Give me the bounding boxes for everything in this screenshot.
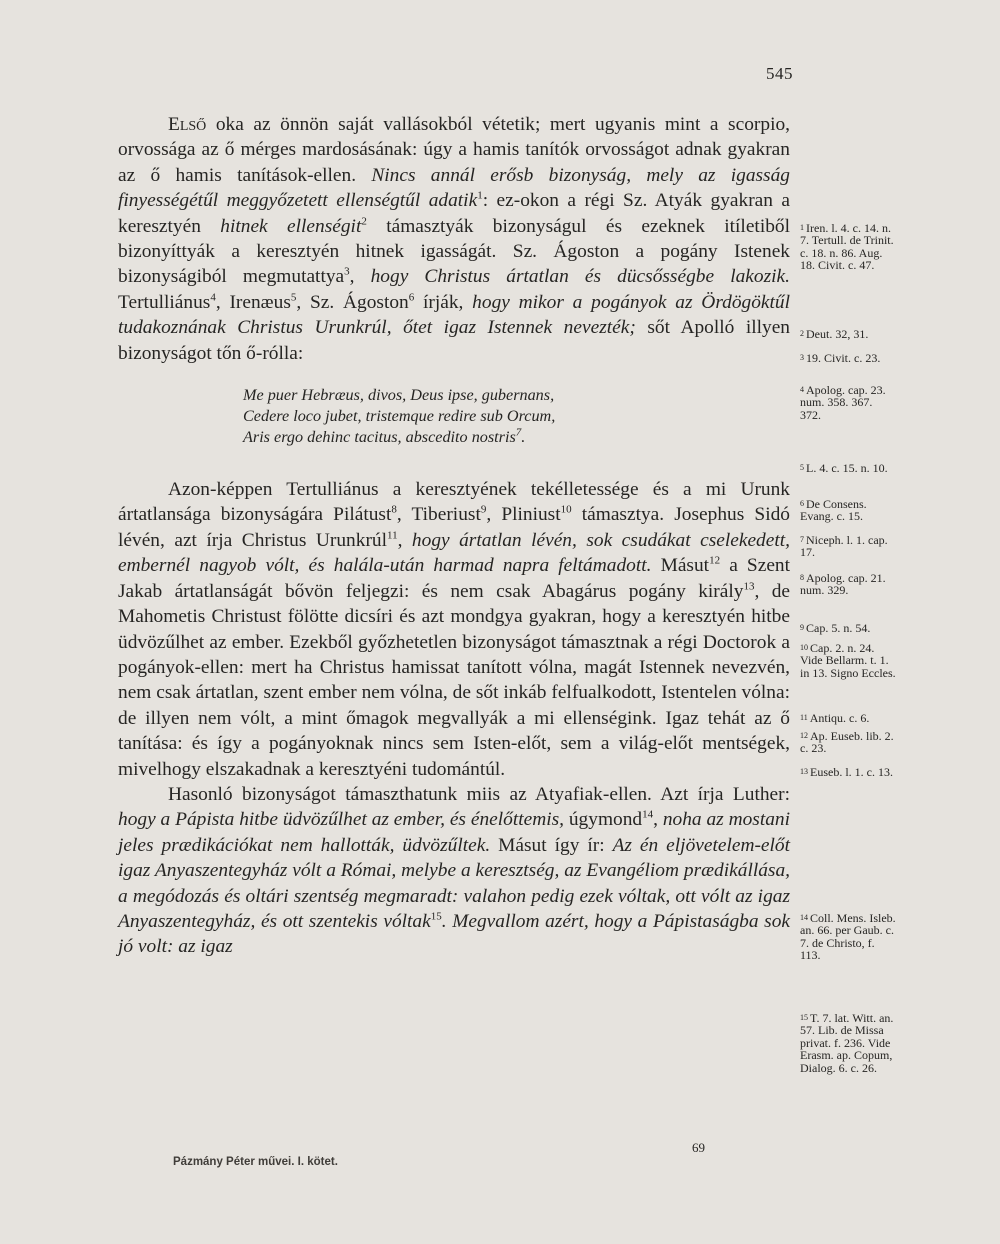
text-run: Tertulliánus [118,291,211,313]
note-text: Cap. 5. n. 54. [806,621,871,635]
italic-run: hogy a Pápista hitbe üdvözűlhet az ember, és énelőttemis, [118,809,564,831]
text-run: , Tiberiust [396,504,481,526]
marginal-note [800,1012,896,1074]
note-text: Coll. Mens. Isleb. an. 66. per Gaub. c. 7. de Christo, f. 113. [800,911,896,963]
text-run: , Sz. Ágoston [296,291,409,313]
paragraph [118,782,790,960]
footnote-ref: 9 [480,504,487,516]
footnote-ref: 4 [210,291,216,304]
paragraph [118,477,790,782]
note-number: 13 [800,767,808,776]
note-text: Ap. Euseb. lib. 2. c. 23. [800,729,894,756]
footnote-ref: 14 [642,808,654,821]
footnote-ref: 10 [560,504,572,516]
footnote-ref: 11 [386,529,398,542]
note-text: Iren. l. 4. c. 14. n. 7. Tertull. de Trinit. c. 18. n. 86. Aug. 18. Civit. c. 47. [800,221,894,273]
text-run: , [397,529,412,551]
note-number: 10 [800,643,808,652]
marginal-note [800,622,896,634]
page-number: 545 [766,64,793,83]
text-run: úgymond [564,809,643,831]
note-text: Apolog. cap. 21. num. 329. [800,571,886,598]
italic-run: hitnek ellenségit [220,215,362,237]
marginal-note [800,498,896,523]
note-text: L. 4. c. 15. n. 10. [806,461,888,475]
marginal-note [800,222,896,272]
marginal-note [800,572,896,597]
text-run: , de Mahometis Christust fölötte dicsíri és azt mondgya gyakran, hogy a keresztyén hitbe üdvözűlhet az ember. Ezekből győzhetetlen bizonyságot támasztnak a régi Doctorok a pogányok-ellen: mert ha Christus hamissat tanított vólna, magát Istennek nevezvén, nem csak ártatlan, szent ember nem vólna, de sőt inkáb felfualkodott, Istentelen vólna: de illyen nem vólt, a mint őmagok megvallyák a mi ellenségink. Igaz tehát az ő tanítása: és így a pogányoknak nincs sem Isten-előt, sem a világ-előt mentségek, mivelhogy elszakadnak a keresztyéni tudomántúl. [118,580,791,780]
marginal-note [800,352,896,364]
footnote-ref: 2 [361,215,367,228]
footnote-ref: 7 [515,426,522,439]
footnote-ref: 13 [743,580,755,593]
footnote-ref: 8 [391,504,397,516]
verse-line: Cedere loco jubet, tristemque redire sub Orcum, [243,407,556,426]
marginal-note [800,462,896,474]
text-run: . [521,428,526,447]
note-text: Cap. 2. n. 24. Vide Bellarm. t. 1. in 13. Signo Eccles. [800,641,896,680]
marginal-note [800,534,896,559]
footnote-ref: 6 [408,291,415,304]
note-number: 1 [800,223,804,232]
note-number: 11 [800,713,808,722]
footnote-ref: 3 [344,265,350,278]
text-run: támasztya. Josephus Sidó lévén, azt írja Christus Urunkrúl [118,504,790,551]
footnote-ref: 5 [290,291,297,304]
footnote-ref: 15 [430,910,442,923]
note-text: Niceph. l. 1. cap. 17. [800,533,888,560]
footnote-ref: 1 [477,189,483,202]
marginal-note [800,328,896,340]
italic-run: hogy Christus ártatlan és dücsősségbe lakozik. [370,266,790,288]
marginal-note [800,384,896,421]
text-run: , [349,266,371,288]
text-run: Azon-képpen Tertulliánus a keresztyének tekélletessége és a mi Urunk ártatlansága bizonyságára Pilátust [118,479,790,526]
text-run: írják, [414,291,473,313]
note-number: 15 [800,1013,808,1022]
italic-run: hogy ártatlan lévén, sok csudákat cselekedett, embernél nagyob vólt, és halála-után harmad napra feltámadott. [118,529,790,577]
note-text: De Consens. Evang. c. 15. [800,497,867,524]
verse-line: Me puer Hebræus, divos, Deus ipse, gubernans, [243,386,555,405]
paragraph [118,112,790,366]
italic-run: Nincs annál erősb bizonyság, mely az igasság finyességétűl meggyőzetett ellenségtűl adatik [118,164,790,212]
text-run: Hasonló bizonyságot támaszthatunk miis az Atyafiak-ellen. Azt írja Luther: [168,783,790,805]
text-run: , Pliniust [486,504,561,526]
text-run: a Szent Jakab ártatlanságát bővön feljegzi: és nem csak Abagárus pogány király [118,555,791,602]
note-text: Euseb. l. 1. c. 13. [810,765,893,779]
marginal-note [800,712,896,724]
note-number: 6 [800,499,804,508]
footnote-ref: 12 [709,554,721,567]
text-run: : ez-okon a régi Sz. Atyák gyakran a keresztyén [118,190,791,237]
text-run: oka az önnön saját vallásokból vétetik; mert ugyanis mint a scorpio, orvossága az ő mérges mardosásának: úgy a hamis tanítók orvosságot adnak gyakran az ő hamis tanítások-ellen. [118,114,790,186]
marginal-note [800,766,896,778]
note-number: 4 [800,385,804,394]
note-number: 7 [800,535,804,544]
main-text-column [118,112,790,960]
marginal-note [800,730,896,755]
initial-word: Első [168,114,207,135]
note-number: 9 [800,623,804,632]
note-number: 3 [800,353,804,362]
text-run: sőt Apolló illyen bizonyságot tőn ő-rólla: [118,317,790,364]
text-run: Másut [651,555,710,577]
verse-line [243,427,790,448]
text-run: Másut így ír: [490,834,613,856]
note-text: Deut. 32, 31. [806,327,869,341]
italic-run: noha az mostani jeles prædikációkat nem hallották, üdvözűltek. [118,809,790,856]
text-run: Aris ergo dehinc tacitus, abscedito nostris [243,428,516,447]
note-number: 8 [800,573,804,582]
italic-run: . Megvallom azért, hogy a Pápistaságba sok jó volt: az igaz [118,910,791,958]
text-run: támasztyák bizonyságul és ezeknek itíletiből bizonyíttyák a keresztyén hitnek igasságát. Sz. Ágoston a pogány Istenek bizonyságiból megmutattya [118,215,790,288]
marginal-note [800,912,896,962]
marginal-note [800,642,896,679]
text-run: , [653,809,663,831]
text-run: , Irenæus [215,291,291,313]
note-number: 2 [800,329,804,338]
note-text: Antiqu. c. 6. [809,711,870,725]
note-text: T. 7. lat. Witt. an. 57. Lib. de Missa privat. f. 236. Vide Erasm. ap. Copum, Dialog. 6. c. 26. [800,1011,894,1075]
italic-run: Az én eljövetelem-előt igaz Anyaszentegyház vólt a Római, melybe a keresztség, az Evangéliom prædikállása, a megódozás és oltári szentség megmaradt: valahon pedig ezek vóltak, ott vólt az igaz Anyaszentegyház, és ott szentekis vóltak [118,834,790,932]
note-text: Apolog. cap. 23. num. 358. 367. 372. [800,383,886,422]
footer-title: Pázmány Péter művei. I. kötet. [173,1156,338,1168]
italic-run: hogy mikor a pogányok az Ördögöktűl tudakoznának Christus Urunkrúl, őtet igaz Istennek nevezték; [118,291,790,339]
signature-mark: 69 [692,1140,705,1155]
note-text: 19. Civit. c. 23. [806,351,881,365]
latin-verse [243,385,790,448]
note-number: 5 [800,463,804,472]
note-number: 12 [800,731,808,740]
note-number: 14 [800,913,808,922]
